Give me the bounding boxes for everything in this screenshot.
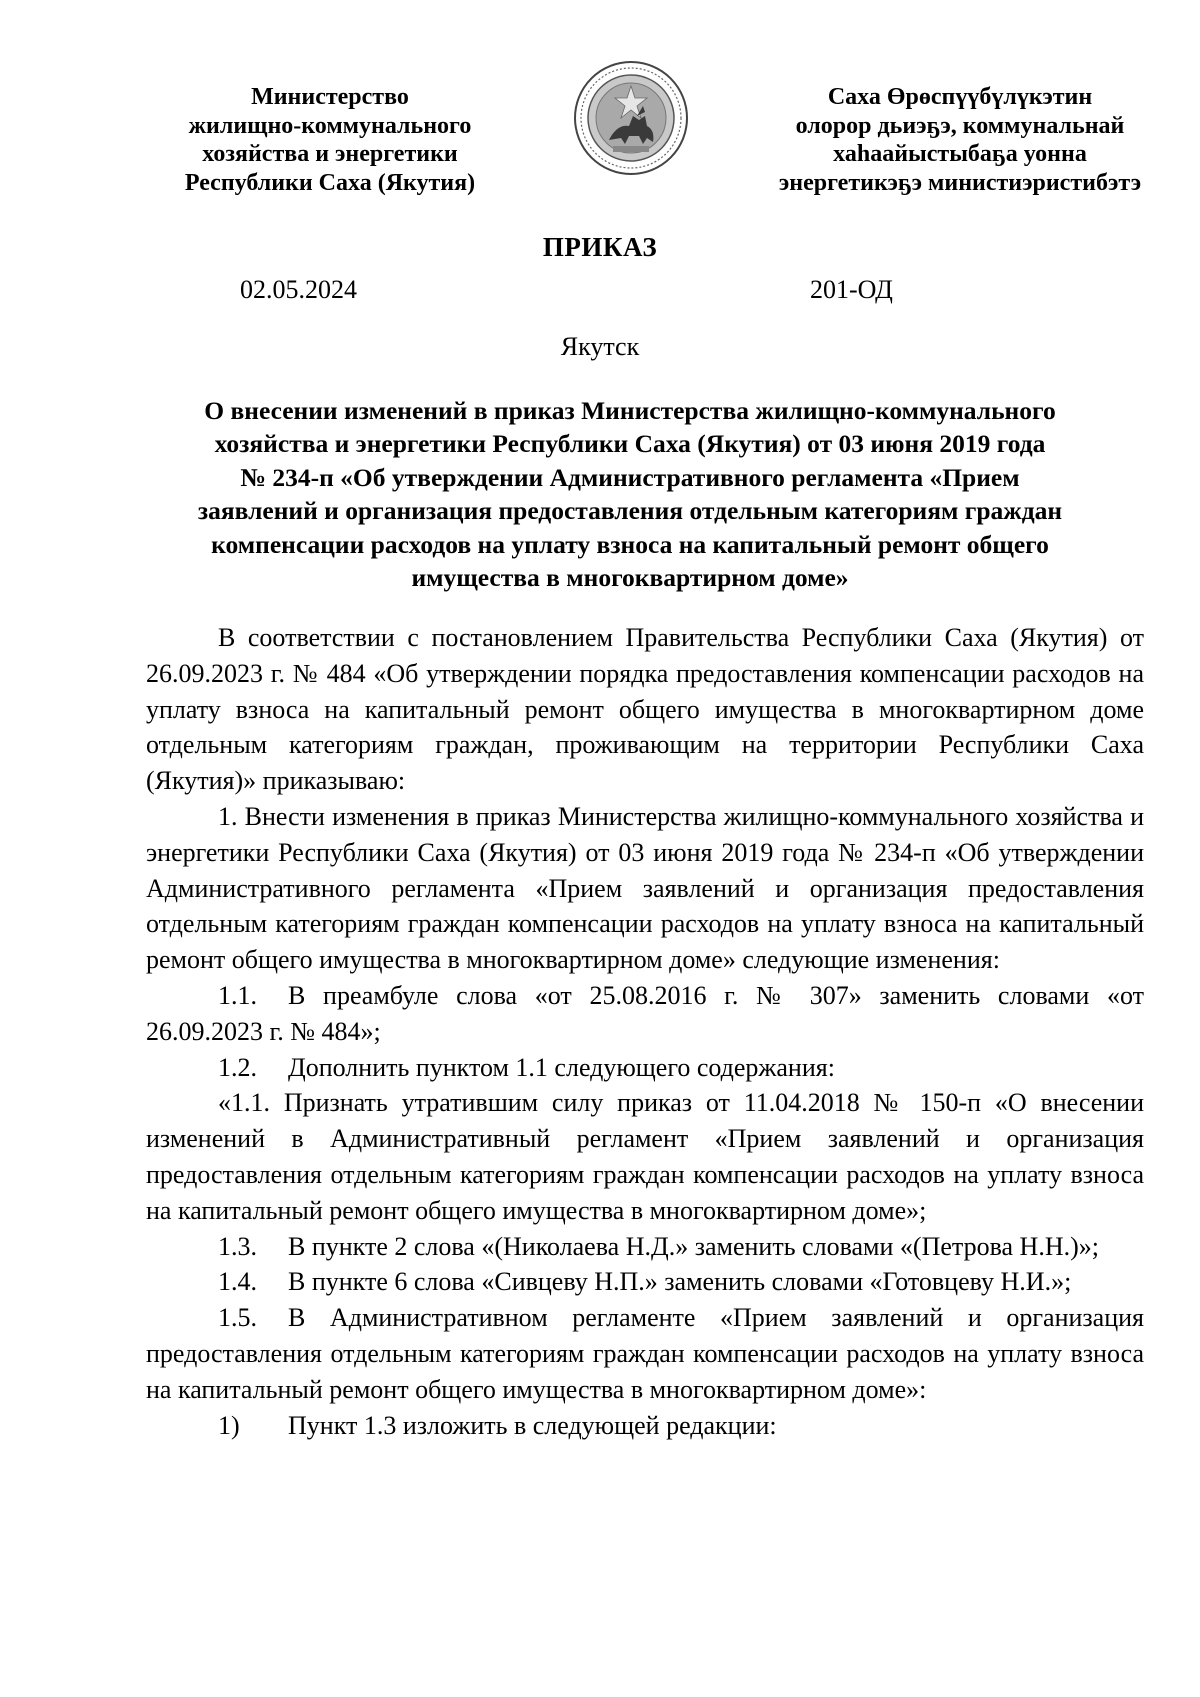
item-1-1-paragraph <box>146 978 1144 1050</box>
item-text: Пункт 1.3 изложить в следующей редакции: <box>288 1410 777 1440</box>
item-1-5-paragraph <box>146 1300 1144 1407</box>
subject-line: имущества в многоквартирном доме» <box>411 563 849 593</box>
item-number: 1.3. <box>218 1231 257 1261</box>
ministry-name-line: Республики Саха (Якутия) <box>184 169 476 196</box>
order-city: Якутск <box>560 332 640 361</box>
document-title: ПРИКАЗ <box>542 232 658 262</box>
subject-line: хозяйства и энергетики Республики Саха (Якутия) от 03 июня 2019 года <box>214 429 1046 459</box>
order-date: 02.05.2024 <box>240 275 357 304</box>
subitem-1-paragraph <box>146 1408 1144 1444</box>
item-text: В пункте 6 слова «Сивцеву Н.П.» заменить словами «Готовцеву Н.И.»; <box>288 1267 1072 1297</box>
item-number: 1.2. <box>218 1052 257 1082</box>
item-1-paragraph: 1. Внести изменения в приказ Министерства жилищно-коммунального хозяйства и энергетики Республики Саха (Якутия) от 03 июня 2019 года № 234-п «Об утверждении Административного регламента «Прием заявлений и организация предоставления отдельным категориям граждан компенсации расходов на уплату взноса на капитальный ремонт общего имущества в многоквартирном доме» следующие изменения: <box>146 801 1144 975</box>
item-text: В преамбуле слова «от 25.08.2016 г. № 307» заменить словами «от 26.09.2023 г. № 484»; <box>146 980 1144 1046</box>
item-1-4-paragraph <box>146 1264 1144 1300</box>
ministry-name-line: жилищно-коммунального <box>188 112 472 139</box>
item-1-2-quote-paragraph: «1.1. Признать утратившим силу приказ от 11.04.2018 № 150-п «О внесении изменений в Административный регламент «Прием заявлений и организация предоставления отдельным категориям граждан компенсации расходов на уплату взноса на капитальный ремонт общего имущества в многоквартирном доме»; <box>146 1088 1144 1225</box>
subject-line: О внесении изменений в приказ Министерства жилищно-коммунального <box>204 396 1056 425</box>
item-1-3-paragraph <box>146 1229 1144 1265</box>
item-number: 1.1. <box>218 980 257 1010</box>
item-text: В Административном регламенте «Прием заявлений и организация предоставления отдельным категориям граждан компенсации расходов на уплату взноса на капитальный ремонт общего имущества в многоквартирном доме»: <box>146 1303 1144 1404</box>
ministry-name-line: энергетикэҕэ министиэристибэтэ <box>778 169 1142 196</box>
ministry-name-line: хозяйства и энергетики <box>202 141 458 167</box>
ministry-name-line: олорор дьиэҕэ, коммунальнай <box>795 112 1125 139</box>
preamble-paragraph: В соответствии с постановлением Правительства Республики Саха (Якутия) от 26.09.2023 г. № 484 «Об утверждении порядка предоставления компенсации расходов на уплату взноса на капитальный ремонт общего имущества в многоквартирном доме отдельным категориям граждан, проживающим на территории Республики Саха (Якутия)» приказываю: <box>146 623 1144 796</box>
order-body <box>146 620 1144 1443</box>
ministry-name-line: Министерство <box>251 84 409 110</box>
subject-line: № 234-п «Об утверждении Административного регламента «Прием <box>240 462 1020 492</box>
republic-emblem-icon <box>573 60 689 176</box>
ministry-name-russian <box>150 83 510 197</box>
ministry-name-yakut <box>760 83 1160 197</box>
subject-line: компенсации расходов на уплату взноса на капитальный ремонт общего <box>211 529 1049 559</box>
subject-line: заявлений и организация предоставления отдельным категориям граждан <box>197 496 1063 526</box>
order-subject <box>140 394 1120 594</box>
ministry-name-line: Саха Өрөспүүбүлүкэтин <box>827 84 1093 110</box>
item-number: 1.5. <box>218 1303 257 1333</box>
ministry-name-line: хаһаайыстыбаҕа уонна <box>833 141 1087 167</box>
item-number: 1) <box>218 1410 240 1440</box>
item-1-2-paragraph <box>146 1050 1144 1086</box>
item-number: 1.4. <box>218 1267 257 1297</box>
item-text: Дополнить пунктом 1.1 следующего содержания: <box>288 1052 835 1082</box>
item-text: В пункте 2 слова «(Николаева Н.Д.» заменить словами «(Петрова Н.Н.)»; <box>288 1231 1099 1261</box>
order-number: 201-ОД <box>810 275 893 304</box>
